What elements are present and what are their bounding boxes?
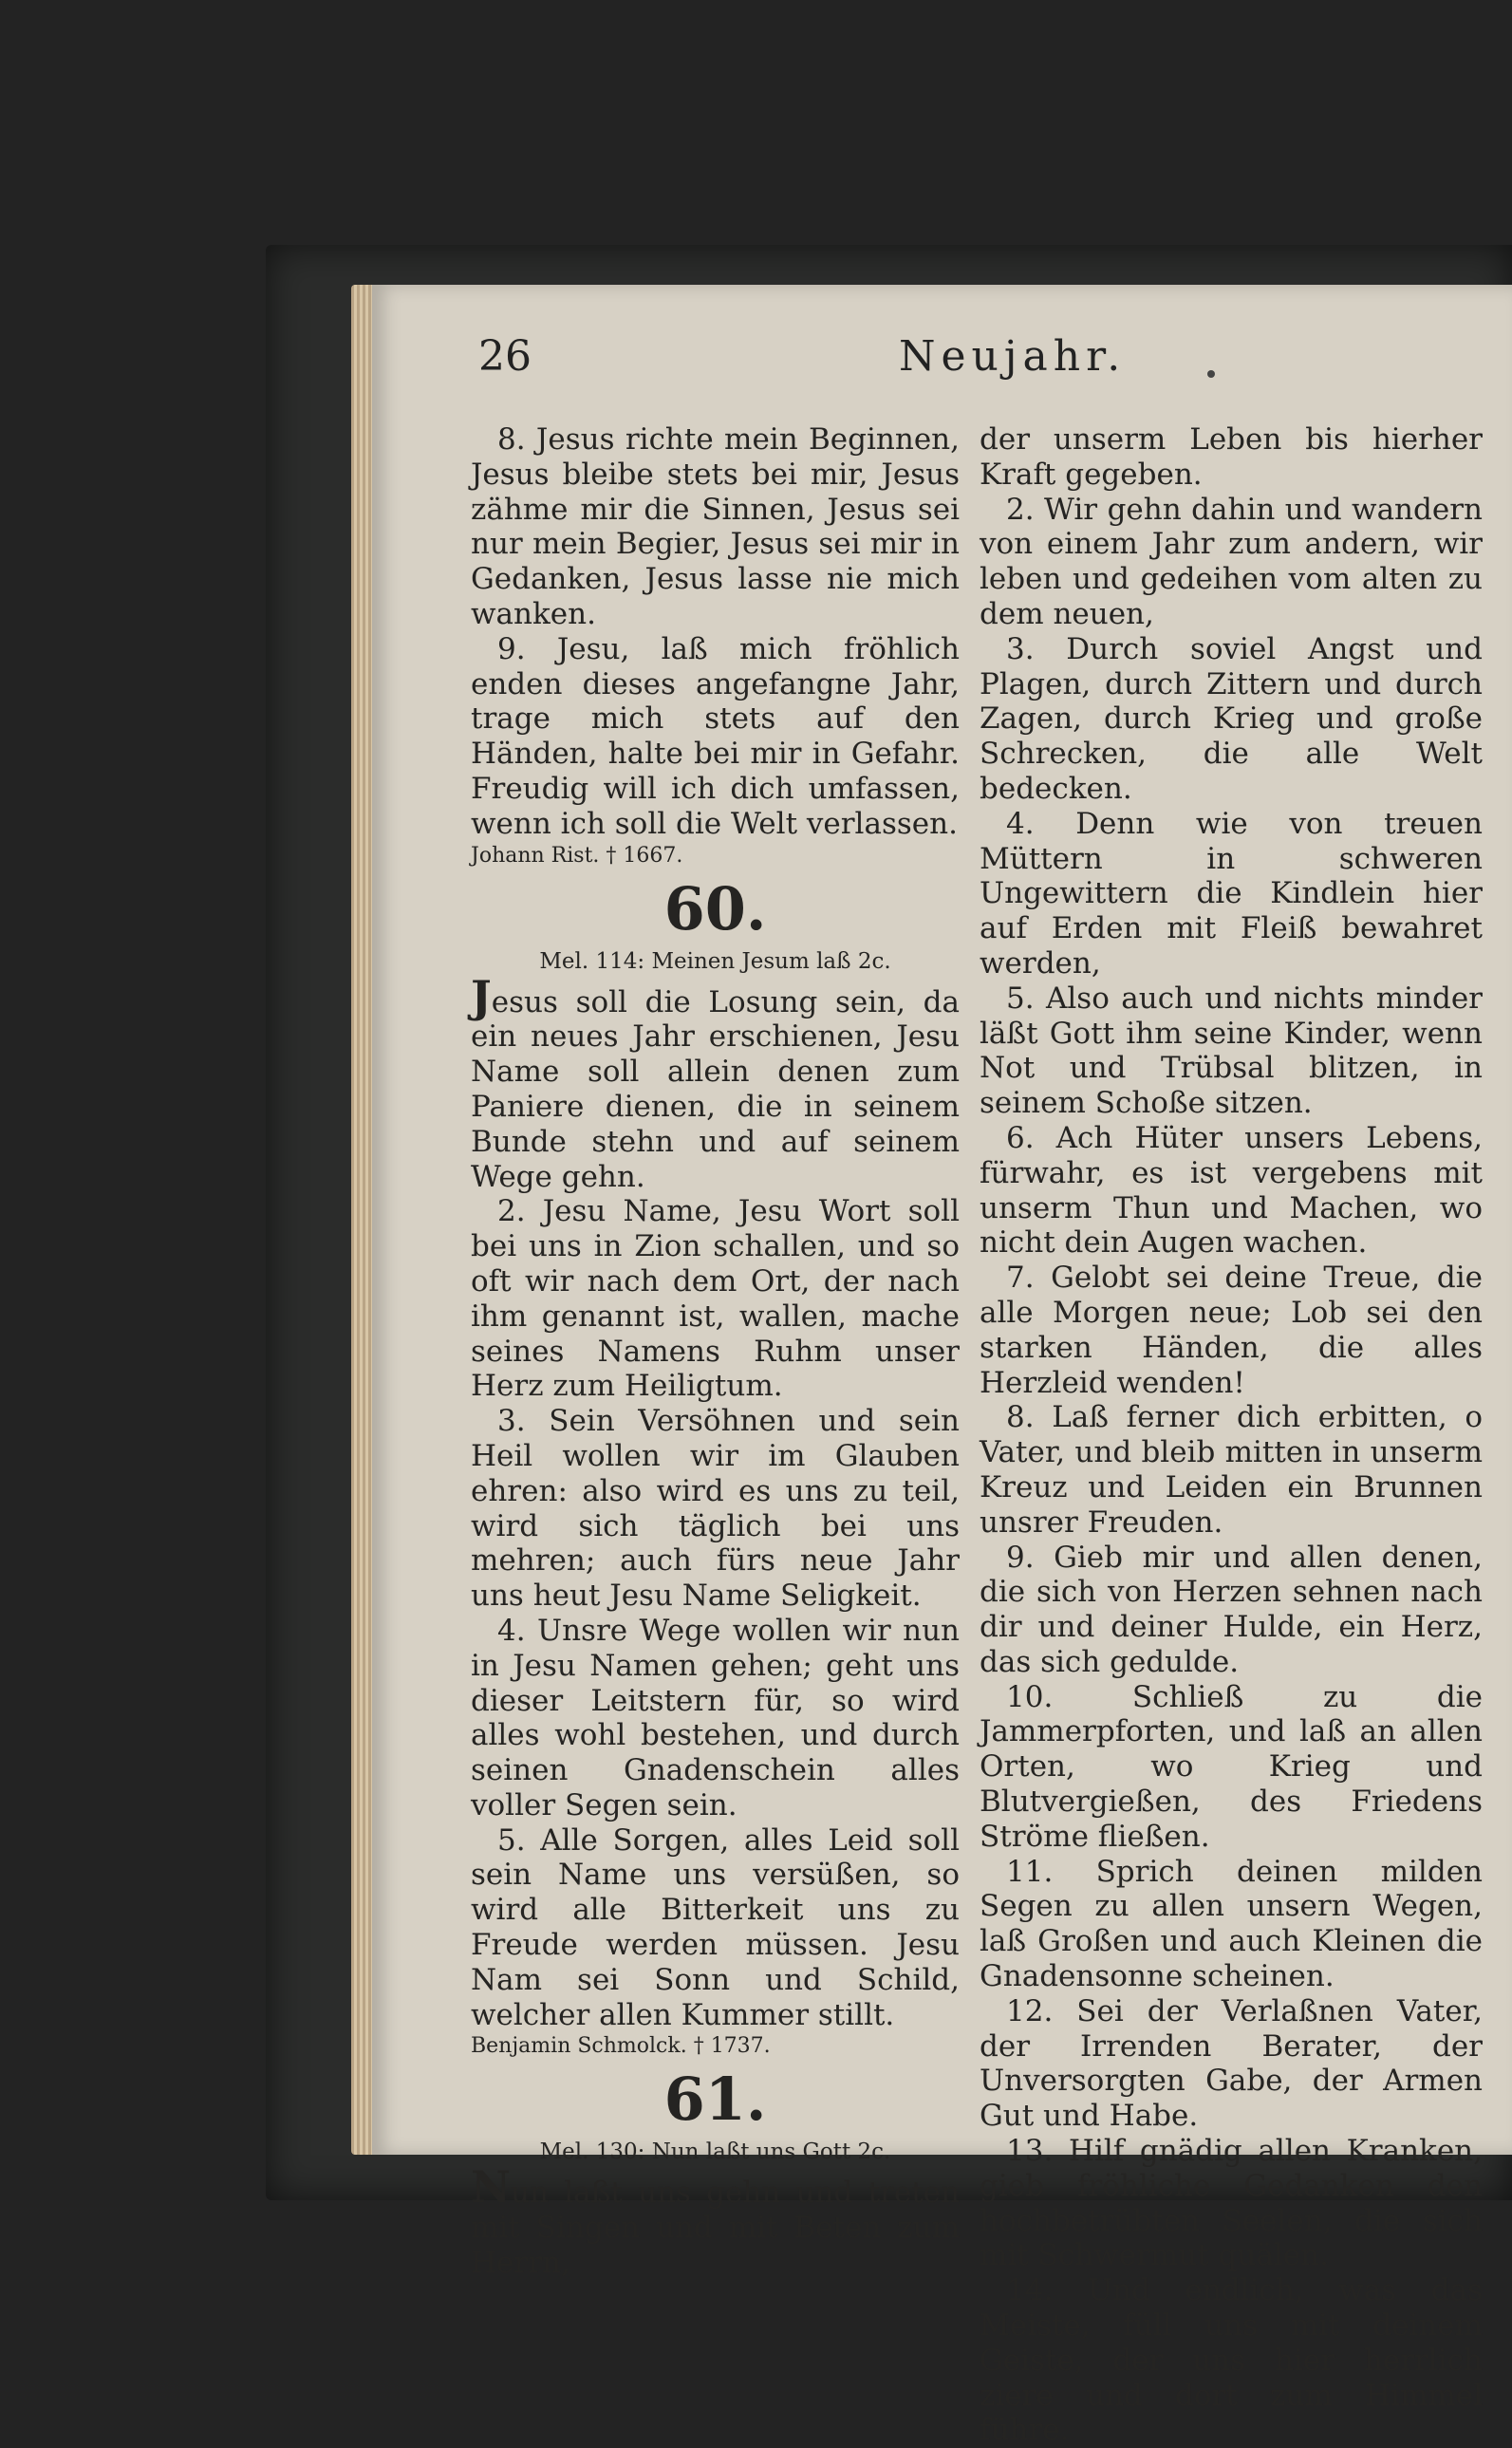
hymn-60-verse-4: 4. Unsre Wege wollen wir nun in Jesu Namen gehen; geht uns dieser Leitstern für, so wird alles wohl bestehen, und durch seinen Gnadenschein alles voller Segen sein. — [471, 1613, 960, 1822]
hymn-61-verse-5: 5. Also auch und nichts minder läßt Gott ihm seine Kinder, wenn Not und Trübsal blitzen, in seinem Schoße sitzen. — [980, 981, 1483, 1121]
hymn-61-verse-3: 3. Durch soviel Angst und Plagen, durch Zittern und durch Zagen, durch Krieg und große Schrecken, die alle Welt bedecken. — [980, 631, 1483, 806]
hymn-61-verse-1-continued: der unserm Leben bis hierher Kraft gegeben. — [980, 422, 1483, 492]
hymn-60-verse-2: 2. Jesu Name, Jesu Wort soll bei uns in Zion schallen, und so oft wir nach dem Ort, der nach ihm genannt ist, wallen, mache seines Namens Ruhm unser Herz zum Heiligtum. — [471, 1194, 960, 1404]
hymn-61-dropcap: N — [471, 2161, 512, 2214]
hymn-61-verse-7: 7. Gelobt sei deine Treue, die alle Morgen neue; Lob sei den starken Händen, die alles Herzleid wenden! — [980, 1261, 1483, 1400]
running-title: Neujahr. — [899, 332, 1127, 381]
hymn-61-verse-4: 4. Denn wie von treuen Müttern in schweren Ungewittern die Kindlein hier auf Erden mit Fleiß bewahret werden, — [980, 806, 1483, 981]
page-number: 26 — [478, 332, 532, 381]
hymn-61-verse-8: 8. Laß ferner dich erbitten, o Vater, und bleib mitten in unserm Kreuz und Leiden ein Brunnen unsrer Freuden. — [980, 1400, 1483, 1540]
hymn-61-melody: Mel. 130: Nun laßt uns Gott 2c. — [539, 2140, 891, 2165]
book-page — [372, 285, 1512, 2448]
hymn-61-verse-12: 12. Sei der Verlaßnen Vater, der Irrenden Berater, der Unversorgten Gabe, der Armen Gut und Habe. — [980, 1993, 1483, 2134]
hymn-59-verse-8: 8. Jesus richte mein Beginnen, Jesus bleibe stets bei mir, Jesus zähme mir die Sinnen, Jesus sei nur mein Begier, Jesus sei mir in Gedanken, Jesus lasse nie mich wanken. — [471, 422, 960, 631]
hymn-61-verse-11: 11. Sprich deinen milden Segen zu allen unsern Wegen, laß Großen und auch Kleinen die Gnadensonne scheinen. — [980, 1854, 1483, 1994]
ink-spot — [1207, 370, 1215, 378]
hymn-60-author: Benjamin Schmolck. † 1737. — [471, 2034, 771, 2059]
hymn-61-number: 61. — [663, 2065, 767, 2135]
left-column — [471, 422, 960, 2281]
hymn-61-verse-1-text: un laßt uns gehn und treten mit Singen und mit Beten zum Herrn, — [471, 2176, 960, 2281]
hymn-60-verse-1 — [471, 970, 960, 1195]
hymn-60-verse-3: 3. Sein Versöhnen und sein Heil wollen wir im Glauben ehren: also wird es uns zu teil, wird sich täglich bei uns mehren; auch fürs neue Jahr uns heut Jesu Name Seligkeit. — [471, 1404, 960, 1614]
hymn-61-verse-14: 14. Und endlich, was das Meiste, füll uns mit deinem Geiste, der uns hier herrlich ziere und dort zum Himmel führe. — [980, 2273, 1483, 2448]
hymn-60-dropcap: J — [471, 970, 492, 1022]
hymn-59-author: Johann Rist. † 1667. — [471, 843, 683, 868]
hymn-61-verse-10: 10. Schließ zu die Jammerpforten, und laß an allen Orten, wo Krieg und Blutvergießen, des Friedens Ströme fließen. — [980, 1679, 1483, 1854]
hymn-61-verse-6: 6. Ach Hüter unsers Lebens, fürwahr, es ist vergebens mit unserm Thun und Machen, wo nicht dein Augen wachen. — [980, 1120, 1483, 1261]
hymn-59-verse-9: 9. Jesu, laß mich fröhlich enden dieses angefangne Jahr, trage mich stets auf den Händen, halte bei mir in Gefahr. Freudig will ich dich umfassen, wenn ich soll die Welt verlassen. — [471, 631, 960, 841]
hymn-60-verse-1-text: esus soll die Losung sein, da ein neues Jahr erschienen, Jesu Name soll allein denen zum Paniere dienen, die in seinem Bunde stehn und auf seinem Wege gehn. — [471, 984, 960, 1194]
hymn-60-melody: Mel. 114: Meinen Jesum laß 2c. — [539, 948, 891, 974]
right-column — [980, 422, 1483, 2448]
hymn-61-verse-9: 9. Gieb mir und allen denen, die sich von Herzen sehnen nach dir und deiner Hulde, ein Herz, das sich gedulde. — [980, 1540, 1483, 1679]
hymn-61-verse-2: 2. Wir gehn dahin und wandern von einem Jahr zum andern, wir leben und gedeihen vom alten zu dem neuen, — [980, 492, 1483, 631]
hymn-60-number: 60. — [663, 873, 767, 944]
hymn-61-verse-13: 13. Hilf gnädig allen Kranken, gieb fröhliche Gedanken den hochbetrübten Seelen, die sich mit Schwermut quälen. — [980, 2134, 1483, 2273]
hymn-61-verse-1 — [471, 2161, 960, 2281]
hymn-60-verse-5: 5. Alle Sorgen, alles Leid soll sein Name uns versüßen, so wird alle Bitterkeit uns zu Freude werden müssen. Jesu Nam sei Sonn und Schild, welcher allen Kummer stillt. — [471, 1822, 960, 2032]
